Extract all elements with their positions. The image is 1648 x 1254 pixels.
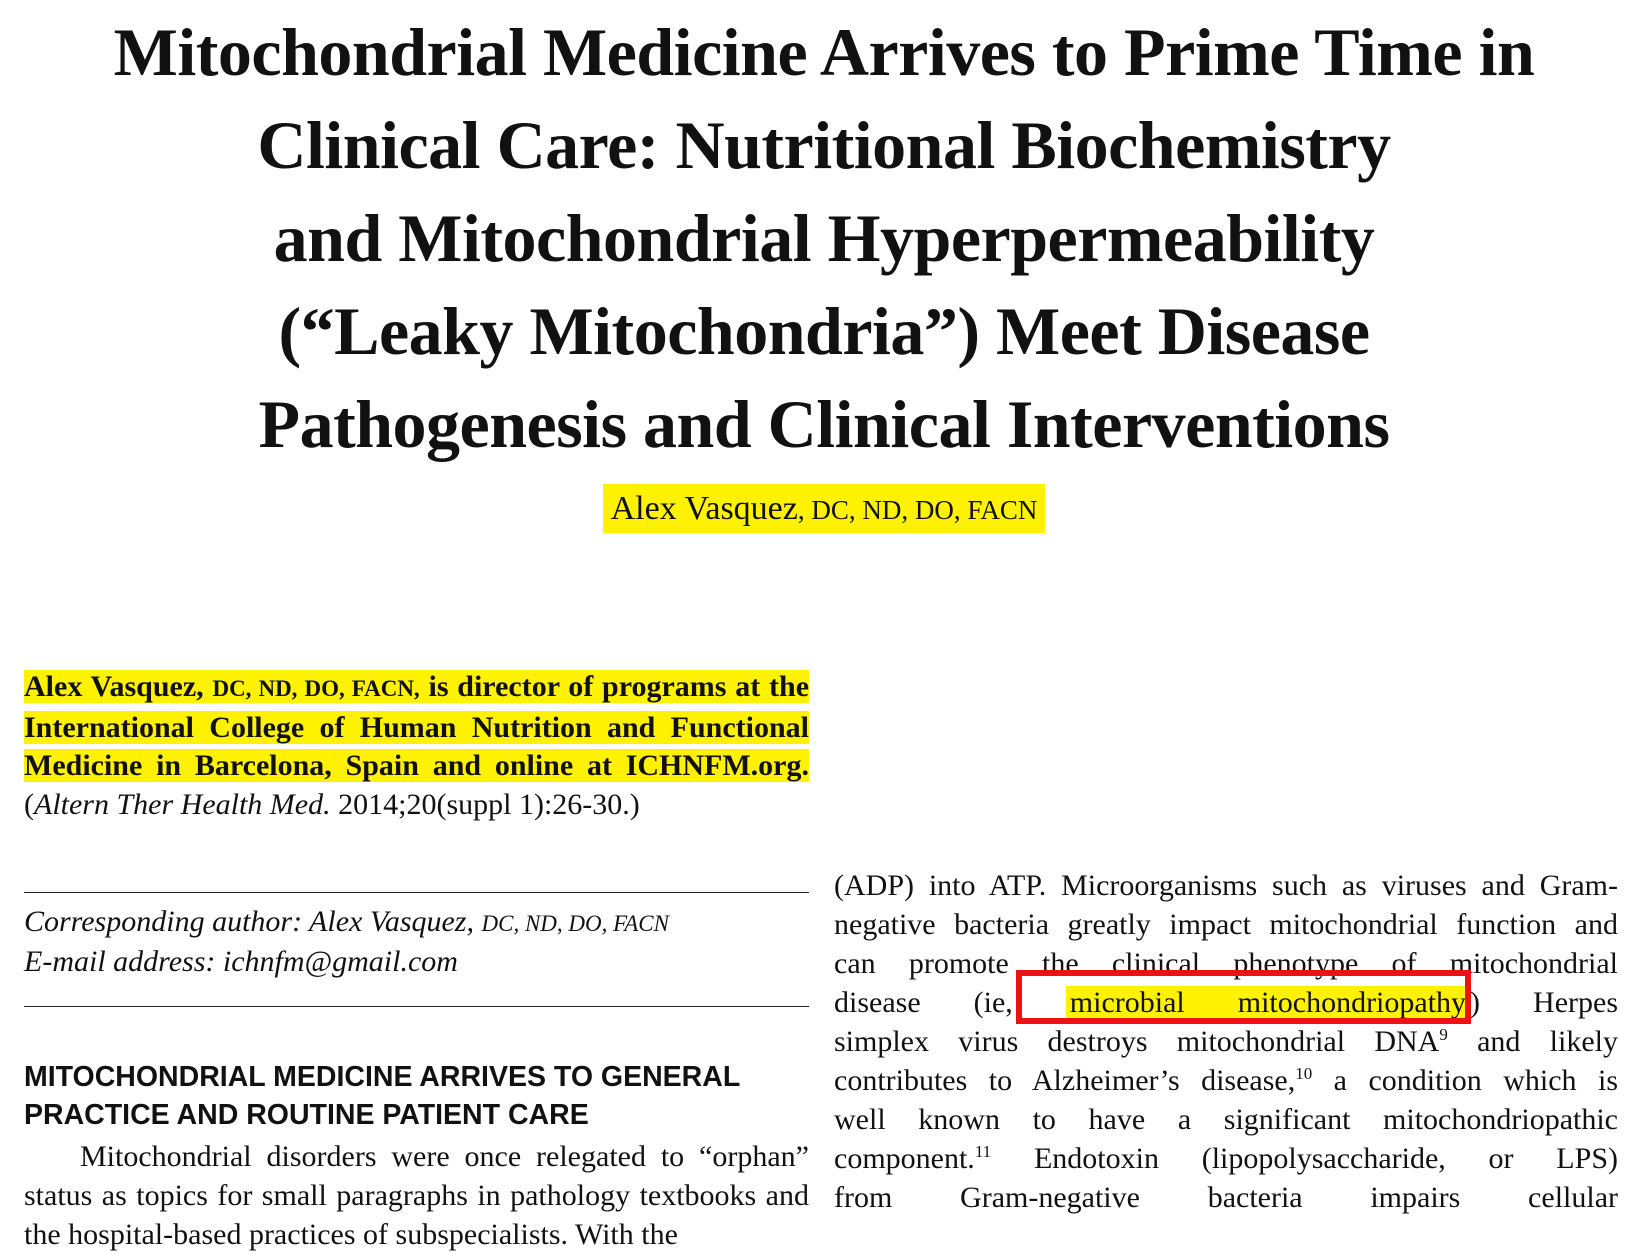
reference-9: 9	[1439, 1025, 1448, 1044]
title-line: and Mitochondrial Hyperpermeability	[273, 200, 1375, 276]
text-segment: ) Herpes	[1470, 986, 1618, 1019]
corresponding-label: Corresponding author: Alex Vasquez,	[24, 905, 474, 938]
text-segment: disease (ie,	[834, 986, 1013, 1019]
title-line: (“Leaky Mitochondria”) Meet Disease	[278, 293, 1370, 369]
author-name: Alex Vasquez	[610, 490, 798, 527]
text-segment: simplex virus destroys mitochondrial DNA	[834, 1025, 1440, 1058]
text-line: can promote the clinical phenotype of mitochondrial	[834, 947, 1618, 980]
text-segment: Endotoxin (lipopolysaccharide, or LPS)	[991, 1142, 1618, 1175]
section-heading	[24, 1058, 809, 1134]
title-line: Pathogenesis and Clinical Interventions	[258, 386, 1390, 462]
right-column-text	[834, 866, 1618, 1217]
bio-credentials: DC, ND, DO, FACN,	[212, 676, 420, 701]
text-segment: and likely	[1447, 1025, 1619, 1058]
heading-line: MITOCHONDRIAL MEDICINE ARRIVES TO GENERAL	[24, 1061, 741, 1093]
title-line: Clinical Care: Nutritional Biochemistry	[257, 107, 1391, 183]
reference-11: 11	[974, 1142, 992, 1161]
bio-name: Alex Vasquez,	[24, 670, 204, 703]
heading-line: PRACTICE AND ROUTINE PATIENT CARE	[24, 1099, 589, 1131]
author-bio-block	[24, 668, 809, 824]
body-paragraph-left: Mitochondrial disorders were once relegated to “orphan” status as topics for small paragraphs in pathology textbooks and the hospital-based practices of subspecialists. With the	[24, 1140, 809, 1251]
text-segment: contributes to Alzheimer’s disease,	[834, 1064, 1296, 1097]
text-segment: component.	[834, 1142, 975, 1175]
divider-top	[24, 892, 809, 893]
author-byline	[0, 490, 1648, 528]
email-line: E-mail address: ichnfm@gmail.com	[24, 945, 458, 978]
text-segment: a condition which is	[1312, 1064, 1619, 1097]
reference-10: 10	[1295, 1064, 1313, 1083]
corresponding-line	[24, 903, 809, 943]
bio-citation-rest: 2014;20(suppl 1):26-30.)	[330, 787, 640, 821]
highlighted-phrase: microbial mitochondriopathy	[1066, 986, 1470, 1019]
text-line: well known to have a significant mitochondriopathic	[834, 1103, 1618, 1136]
bio-citation-open: (	[24, 787, 34, 821]
bio-text: is director of programs at the International College of Human Nutrition and Functional Medicine in Barcelona, Spain and online at ICHNFM.org.	[24, 670, 810, 782]
text-line: from Gram-negative bacteria impairs cellular	[834, 1181, 1618, 1214]
corresponding-author	[24, 903, 809, 981]
bio-citation-journal: Altern Ther Health Med.	[34, 787, 331, 821]
annotation-box	[1016, 970, 1471, 1024]
text-line	[834, 1139, 1618, 1178]
corresponding-credentials: DC, ND, DO, FACN	[481, 911, 669, 936]
text-line	[834, 1022, 1618, 1061]
text-line: negative bacteria greatly impact mitochondrial function and	[834, 908, 1618, 941]
article-title	[20, 6, 1628, 471]
text-line	[834, 1061, 1618, 1100]
byline-highlight	[603, 484, 1046, 533]
divider-bottom	[24, 1006, 809, 1007]
text-line: (ADP) into ATP. Microorganisms such as viruses and Gram-	[834, 869, 1618, 902]
title-line: Mitochondrial Medicine Arrives to Prime Time in	[113, 14, 1535, 90]
author-bio	[24, 668, 809, 824]
author-credentials: , DC, ND, DO, FACN	[797, 495, 1038, 525]
